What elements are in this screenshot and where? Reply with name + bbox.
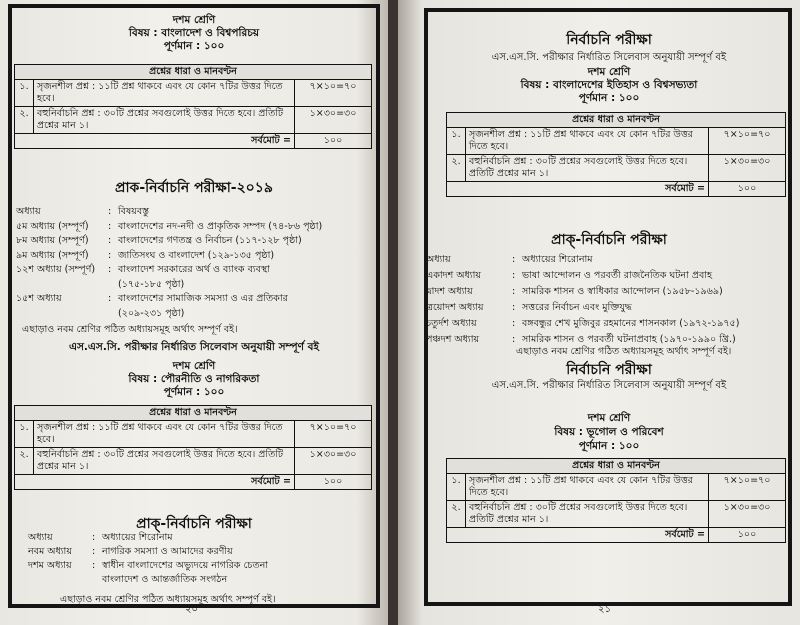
chapter-title: বঙ্গবন্ধুর শেখ মুজিবুর রহমানের শাসনকাল (১৯৭২-১৯৭৫) (522, 318, 740, 329)
table-total-row: সর্বমোট = ১০০ (15, 134, 372, 149)
separator: : (512, 254, 516, 265)
chapter-number: ত্রয়োদশ অধ্যায় (426, 302, 484, 313)
chapter-title: জাতিসংঘ ও বাংলাদেশ (১২৯-১৩৫ পৃষ্ঠা) (118, 249, 275, 261)
chapter-row (426, 286, 723, 298)
table-row: ২. বহুনির্বাচনি প্রশ্ন : ৩০টি প্রশ্নের সবগুলোই উত্তর দিতে হবে। প্রতিটি প্রশ্নের মান ১। ১×৩০=৩০ (447, 155, 786, 182)
separator: : (108, 220, 112, 232)
chapter-row (16, 221, 322, 233)
class-heading: দশম শ্রেণি (172, 360, 216, 372)
chapter-title: বাংলাদেশের নদ-নদী ও প্রাকৃতিক সম্পদ (৭৪-৮৬ পৃষ্ঠা) (118, 220, 323, 232)
chapter-title: বাংলাদেশ ও আন্তর্জাতিক সংগঠন (102, 574, 228, 585)
table-row: ১. সৃজনশীল প্রশ্ন : ১১টি প্রশ্ন থাকবে এবং যে কোন ৭টির উত্তর দিতে হবে। ৭×১০=৭০ (15, 421, 372, 448)
left-page (0, 0, 388, 625)
table-header: প্রশ্নের ধারা ও মানবণ্টন (447, 113, 786, 128)
chapter-number: ৫ম অধ্যায় (সম্পূর্ণ) (16, 220, 89, 232)
chapter-number: ৯ম অধ্যায় (সম্পূর্ণ) (16, 249, 89, 261)
pretest-title: প্রাক্-নির্বাচনি পরীক্ষা (136, 516, 252, 532)
chapter-number: দশম অধ্যায় (28, 560, 72, 571)
table-total-row: সর্বমোট = ১০০ (447, 182, 786, 197)
chapter-row (16, 250, 274, 262)
separator: : (108, 264, 112, 275)
full-marks: পূর্ণমান : ১০০ (578, 440, 640, 452)
table-header: প্রশ্নের ধারা ও মানবণ্টন (447, 459, 786, 474)
table-row: ২. বহুনির্বাচনি প্রশ্ন : ৩০টি প্রশ্নের সবগুলোই উত্তর দিতে হবে। প্রতিটি প্রশ্নের মান ১। ১×৩০=৩০ (15, 448, 372, 475)
marks-distribution-table (446, 112, 786, 197)
chapter-row (28, 574, 227, 586)
chapter-title: বিষয়বস্তু (118, 206, 149, 217)
separator: : (108, 235, 112, 246)
ssc-note: এস.এস.সি. পরীক্ষার নির্ধারিত সিলেবাস অনুযায়ী সম্পূর্ণ বই (491, 380, 727, 391)
chapter-title: অধ্যায়ের শিরোনাম (102, 532, 173, 543)
table-total-row: সর্বমোট = ১০০ (447, 528, 786, 543)
subject-heading: বিষয় : বাংলাদেশ ও বিশ্বপরিচয় (128, 27, 260, 39)
chapter-number: ১২শ অধ্যায় (সম্পূর্ণ) (16, 264, 96, 275)
chapter-row (426, 302, 632, 314)
chapter-number: চতুর্দশ অধ্যায় (426, 318, 477, 329)
page-number: ২১ (598, 604, 611, 615)
table-row: ২. বহুনির্বাচনি প্রশ্ন : ৩০টি প্রশ্নের সবগুলোই উত্তর দিতে হবে। প্রতিটি প্রশ্নের মান ১। ১×৩০=৩০ (15, 107, 372, 134)
chapter-title: বাংলাদেশের গণতন্ত্র ও নির্বাচন (১১৭-১২৮ পৃষ্ঠা) (118, 235, 302, 246)
chapter-row (16, 206, 149, 218)
separator: : (108, 249, 112, 261)
chapter-title: ভাষা আন্দোলন ও পরবর্তী রাজনৈতিক ঘটনা প্রবাহ (522, 270, 712, 281)
chapter-row (16, 264, 270, 276)
marks-distribution-table (14, 405, 372, 490)
separator: : (108, 206, 112, 217)
chapter-title: সত্তরের নির্বাচন এবং মুক্তিযুদ্ধ (522, 302, 632, 313)
chapter-row (16, 293, 288, 305)
chapter-title: বাংলাদেশের সামাজিক সমস্যা ও এর প্রতিকার (118, 293, 288, 304)
chapter-row (16, 308, 184, 320)
chapter-title: অধ্যায়ের শিরোনাম (522, 254, 593, 265)
marks-distribution-table (446, 458, 786, 543)
chapter-number: পঞ্চদশ অধ্যায় (426, 334, 480, 345)
subject-heading: বিষয় : বাংলাদেশের ইতিহাস ও বিশ্বসভ্যতা (520, 79, 698, 91)
class-heading: দশম শ্রেণি (587, 66, 631, 78)
chapter-number: অধ্যায় (16, 206, 41, 217)
separator: : (512, 318, 516, 329)
marks-distribution-table (14, 64, 372, 149)
separator: : (92, 546, 96, 557)
full-marks: পূর্ণমান : ১০০ (163, 386, 225, 398)
pretest-title: প্রাক-নির্বাচনি পরীক্ষা-২০১৯ (115, 180, 273, 196)
chapter-row (28, 546, 233, 558)
chapter-title: স্বাধীন বাংলাদেশের অভ্যুদয়ে নাগরিক চেতনা (102, 560, 269, 571)
separator: : (512, 302, 516, 313)
table-row: ১. সৃজনশীল প্রশ্ন : ১১টি প্রশ্ন থাকবে এবং যে কোন ৭টির উত্তর দিতে হবে। ৭×১০=৭০ (15, 80, 372, 107)
ssc-note: এস.এস.সি. পরীক্ষার নির্ধারিত সিলেবাস অনুযায়ী সম্পূর্ণ বই (69, 341, 319, 353)
table-total-row: সর্বমোট = ১০০ (15, 475, 372, 490)
separator: : (512, 270, 516, 281)
page-number: ২০ (185, 604, 199, 615)
chapter-title: সামরিক শাসন ও স্বাধিকার আন্দোলন (১৯৫৮-১৯৬৯) (522, 286, 723, 297)
note: এছাড়াও নবম শ্রেণির পঠিত অধ্যায়সমূহ অর্থাৎ সম্পূর্ণ বই। (22, 324, 238, 335)
class-heading: দশম শ্রেণি (172, 14, 216, 26)
ssc-note: এস.এস.সি. পরীক্ষার নির্ধারিত সিলেবাস অনুযায়ী সম্পূর্ণ বই (491, 52, 727, 63)
note: এছাড়াও নবম শ্রেণির গঠিত অধ্যায়সমূহ অর্থাৎ সম্পূর্ণ বই। (516, 346, 732, 357)
chapter-title: (২০৯-২৩১ পৃষ্ঠা) (118, 307, 185, 319)
chapter-title: বাংলাদেশ সরকারের অর্থ ও ব্যাংক ব্যবস্থা (118, 264, 270, 275)
chapter-title: (১৭৫-১৮৫ পৃষ্ঠা) (118, 278, 185, 290)
table-header: প্রশ্নের ধারা ও মানবণ্টন (15, 65, 372, 80)
chapter-row (426, 318, 739, 330)
table-header: প্রশ্নের ধারা ও মানবণ্টন (15, 406, 372, 421)
class-heading: দশম শ্রেণি (587, 412, 631, 424)
full-marks: পূর্ণমান : ১০০ (163, 40, 225, 52)
test-title: নির্বাচনি পরীক্ষা (566, 32, 652, 48)
table-row: ১. সৃজনশীল প্রশ্ন : ১১টি প্রশ্ন থাকবে এবং যে কোন ৭টির উত্তর দিতে হবে। ৭×১০=৭০ (447, 474, 786, 501)
pretest-title: প্রাক্-নির্বাচনি পরীক্ষা (551, 232, 667, 248)
chapter-row (16, 279, 184, 291)
chapter-row (426, 270, 712, 282)
separator: : (108, 293, 112, 304)
full-marks: পূর্ণমান : ১০০ (578, 92, 640, 104)
chapter-row (28, 560, 268, 572)
chapter-number: নবম অধ্যায় (28, 546, 72, 557)
chapter-number: ১৫শ অধ্যায় (16, 293, 62, 304)
note: এছাড়াও নবম শ্রেণির পঠিত অধ্যায়সমূহ অর্থাৎ সম্পূর্ণ বই। (60, 594, 276, 605)
separator: : (92, 560, 96, 571)
chapter-row (16, 235, 302, 247)
subject-heading: বিষয় : ভূগোল ও পরিবেশ (554, 426, 664, 438)
chapter-number: একাদশ অধ্যায় (426, 270, 481, 281)
chapter-number: ৮ম অধ্যায় (সম্পূর্ণ) (16, 235, 89, 246)
chapter-title: নাগরিক সমস্যা ও আমাদের করণীয় (102, 546, 233, 557)
separator: : (512, 334, 516, 345)
chapter-title: সামরিক শাসন ও পরবর্তী ঘটনাপ্রবাহ (১৯৭০-১৯৯০ খ্রি.) (522, 334, 736, 345)
chapter-number: অধ্যায় (426, 254, 451, 265)
separator: : (512, 286, 516, 297)
chapter-number: অধ্যায় (28, 532, 53, 543)
right-page (398, 0, 800, 625)
chapter-row (426, 334, 736, 346)
subject-heading: বিষয় : পৌরনীতি ও নাগরিকতা (128, 373, 260, 385)
table-row: ২. বহুনির্বাচনি প্রশ্ন : ৩০টি প্রশ্নের সবগুলোই উত্তর দিতে হবে। প্রতিটি প্রশ্নের মান ১। ১×৩০=৩০ (447, 501, 786, 528)
separator: : (92, 532, 96, 543)
test-title: নির্বাচনি পরীক্ষা (566, 362, 652, 378)
chapter-number: দ্বাদশ অধ্যায় (426, 286, 473, 297)
chapter-row (28, 532, 173, 544)
table-row: ১. সৃজনশীল প্রশ্ন : ১১টি প্রশ্ন থাকবে এবং যে কোন ৭টির উত্তর দিতে হবে। ৭×১০=৭০ (447, 128, 786, 155)
chapter-row (426, 254, 593, 266)
